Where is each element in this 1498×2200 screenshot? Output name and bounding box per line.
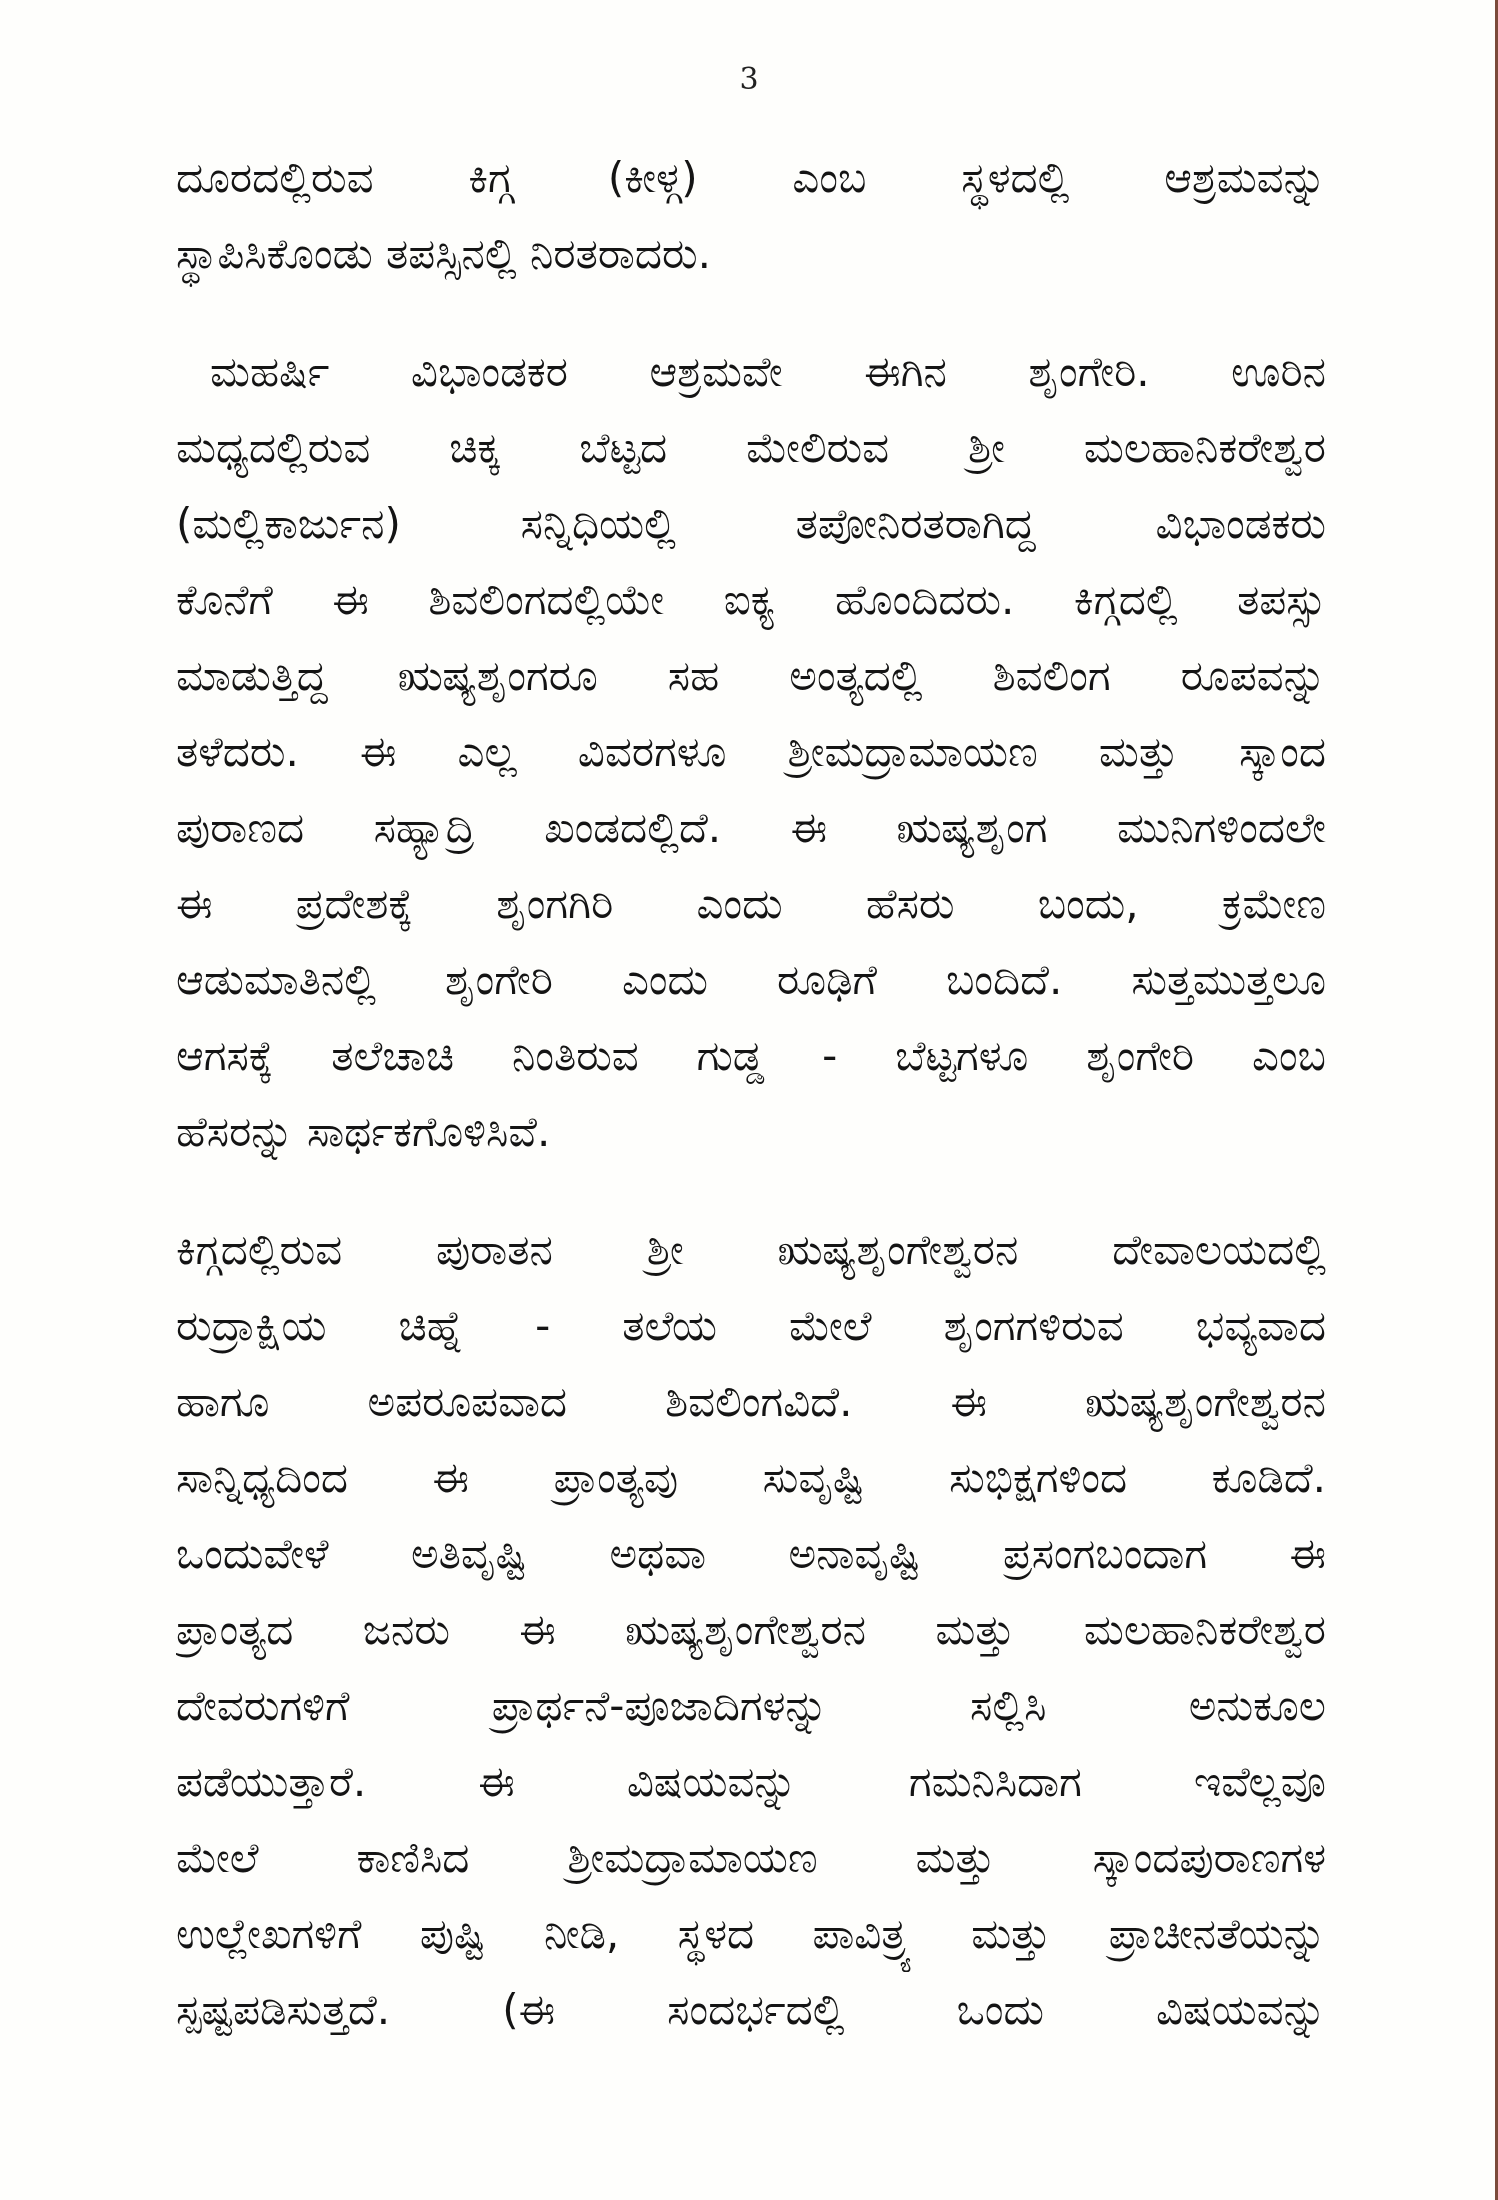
paragraph-2 (176, 334, 1326, 1170)
text-line: ಮಾಡುತ್ತಿದ್ದ ಋಷ್ಯಶೃಂಗರೂ ಸಹ ಅಂತ್ಯದಲ್ಲಿ ಶಿವಲಿಂಗ ರೂಪವನ್ನು (176, 651, 1326, 700)
text-line: ಹೆಸರನ್ನು ಸಾರ್ಥಕಗೊಳಿಸಿವೆ. (176, 1107, 551, 1156)
body-text (176, 140, 1326, 2048)
text-line: ಮಧ್ಯದಲ್ಲಿರುವ ಚಿಕ್ಕ ಬೆಟ್ಟದ ಮೇಲಿರುವ ಶ್ರೀ ಮಲಹಾನಿಕರೇಶ್ವರ (176, 423, 1326, 472)
text-line: ಕೊನೆಗೆ ಈ ಶಿವಲಿಂಗದಲ್ಲಿಯೇ ಐಕ್ಯ ಹೊಂದಿದರು. ಕಿಗ್ಗದಲ್ಲಿ ತಪಸ್ಸು (176, 575, 1326, 624)
paragraph-gap (176, 292, 1326, 334)
text-line: ಪ್ರಾಂತ್ಯದ ಜನರು ಈ ಋಷ್ಯಶೃಂಗೇಶ್ವರನ ಮತ್ತು ಮಲಹಾನಿಕರೇಶ್ವರ (176, 1605, 1326, 1654)
text-line: ಪುರಾಣದ ಸಹ್ಯಾದ್ರಿ ಖಂಡದಲ್ಲಿದೆ. ಈ ಋಷ್ಯಶೃಂಗ ಮುನಿಗಳಿಂದಲೇ (176, 803, 1326, 852)
text-line: ಸ್ಪಷ್ಟಪಡಿಸುತ್ತದೆ. (ಈ ಸಂದರ್ಭದಲ್ಲಿ ಒಂದು ವಿಷಯವನ್ನು (176, 1985, 1326, 2034)
text-line: ಒಂದುವೇಳೆ ಅತಿವೃಷ್ಟಿ ಅಥವಾ ಅನಾವೃಷ್ಟಿ ಪ್ರಸಂಗಬಂದಾಗ ಈ (176, 1529, 1326, 1578)
text-line: ಪಡೆಯುತ್ತಾರೆ. ಈ ವಿಷಯವನ್ನು ಗಮನಿಸಿದಾಗ ಇವೆಲ್ಲವೂ (176, 1757, 1326, 1806)
text-line: ಆಗಸಕ್ಕೆ ತಲೆಚಾಚಿ ನಿಂತಿರುವ ಗುಡ್ಡ - ಬೆಟ್ಟಗಳೂ ಶೃಂಗೇರಿ ಎಂಬ (176, 1031, 1326, 1080)
text-line: ತಳೆದರು. ಈ ಎಲ್ಲ ವಿವರಗಳೂ ಶ್ರೀಮದ್ರಾಮಾಯಣ ಮತ್ತು ಸ್ಕಾಂದ (176, 727, 1326, 776)
text-line: ಮೇಲೆ ಕಾಣಿಸಿದ ಶ್ರೀಮದ್ರಾಮಾಯಣ ಮತ್ತು ಸ್ಕಾಂದಪುರಾಣಗಳ (176, 1833, 1326, 1882)
text-line: ದೂರದಲ್ಲಿರುವ ಕಿಗ್ಗ (ಕೀಳ್ಗ) ಎಂಬ ಸ್ಥಳದಲ್ಲಿ ಆಶ್ರಮವನ್ನು (176, 153, 1326, 202)
text-line: ಉಲ್ಲೇಖಗಳಿಗೆ ಪುಷ್ಟಿ ನೀಡಿ, ಸ್ಥಳದ ಪಾವಿತ್ರ್ಯ ಮತ್ತು ಪ್ರಾಚೀನತೆಯನ್ನು (176, 1909, 1326, 1958)
text-line: ಆಡುಮಾತಿನಲ್ಲಿ ಶೃಂಗೇರಿ ಎಂದು ರೂಢಿಗೆ ಬಂದಿದೆ. ಸುತ್ತಮುತ್ತಲೂ (176, 955, 1326, 1004)
text-line: ಮಹರ್ಷಿ ವಿಭಾಂಡಕರ ಆಶ್ರಮವೇ ಈಗಿನ ಶೃಂಗೇರಿ. ಊರಿನ (210, 347, 1326, 396)
text-line: ಸ್ಥಾಪಿಸಿಕೊಂಡು ತಪಸ್ಸಿನಲ್ಲಿ ನಿರತರಾದರು. (176, 229, 711, 278)
text-line: ಕಿಗ್ಗದಲ್ಲಿರುವ ಪುರಾತನ ಶ್ರೀ ಋಷ್ಯಶೃಂಗೇಶ್ವರನ ದೇವಾಲಯದಲ್ಲಿ (176, 1225, 1326, 1274)
text-line: ದೇವರುಗಳಿಗೆ ಪ್ರಾರ್ಥನೆ-ಪೂಜಾದಿಗಳನ್ನು ಸಲ್ಲಿಸಿ ಅನುಕೂಲ (176, 1681, 1326, 1730)
paragraph-1 (176, 140, 1326, 292)
paragraph-gap (176, 1170, 1326, 1212)
text-line: ಹಾಗೂ ಅಪರೂಪವಾದ ಶಿವಲಿಂಗವಿದೆ. ಈ ಋಷ್ಯಶೃಂಗೇಶ್ವರನ (176, 1377, 1326, 1426)
text-line: ಈ ಪ್ರದೇಶಕ್ಕೆ ಶೃಂಗಗಿರಿ ಎಂದು ಹೆಸರು ಬಂದು, ಕ್ರಮೇಣ (176, 879, 1326, 928)
page-number: 3 (739, 62, 759, 97)
paragraph-3 (176, 1212, 1326, 2048)
text-line: ಸಾನ್ನಿಧ್ಯದಿಂದ ಈ ಪ್ರಾಂತ್ಯವು ಸುವೃಷ್ಟಿ ಸುಭಿಕ್ಷಗಳಿಂದ ಕೂಡಿದೆ. (176, 1453, 1326, 1502)
text-line: ರುದ್ರಾಕ್ಷಿಯ ಚಿಹ್ನೆ - ತಲೆಯ ಮೇಲೆ ಶೃಂಗಗಳಿರುವ ಭವ್ಯವಾದ (176, 1301, 1326, 1350)
text-line: (ಮಲ್ಲಿಕಾರ್ಜುನ) ಸನ್ನಿಧಿಯಲ್ಲಿ ತಪೋನಿರತರಾಗಿದ್ದ ವಿಭಾಂಡಕರು (176, 499, 1326, 548)
